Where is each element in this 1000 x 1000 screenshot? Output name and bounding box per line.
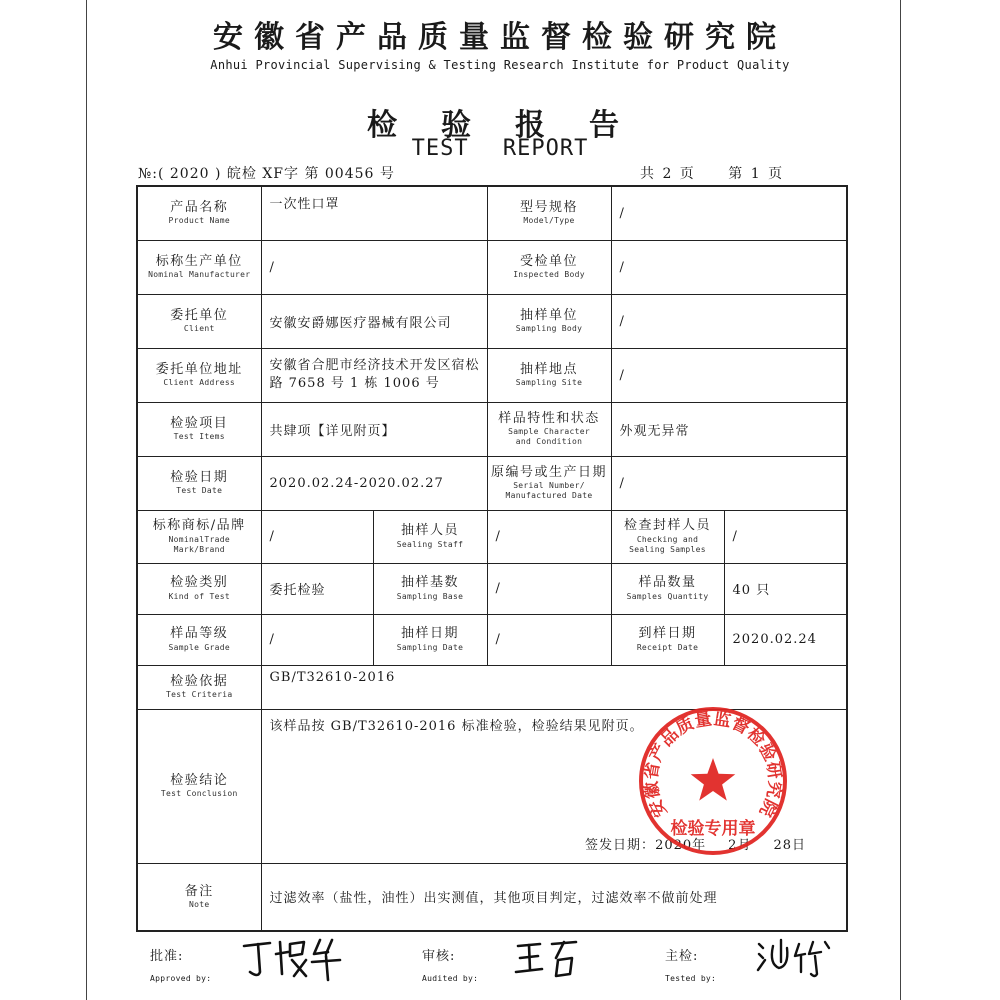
official-seal [638,706,788,856]
table-row [137,294,847,348]
label-model-type: 型号规格 Model/Type [487,186,611,240]
table-row [137,456,847,510]
table-row [137,186,847,240]
label-note: 备注 Note [137,863,261,931]
value-note: 过滤效率（盐性，油性）出实测值，其他项目判定，过滤效率不做前处理 [261,863,847,931]
label-test-criteria: 检验依据 Test Criteria [137,665,261,709]
total-pages: 共 2 页 [640,166,696,182]
label-sealing-staff: 抽样人员 Sealing Staff [373,510,487,563]
value-sealing-staff: / [487,510,611,563]
value-sampling-base: / [487,563,611,614]
value-receipt-date: 2020.02.24 [724,614,847,665]
label-sampling-site: 抽样地点 Sampling Site [487,348,611,402]
value-checking-sealing: / [724,510,847,563]
table-row [137,665,847,709]
approved-signature [240,932,350,982]
value-sampling-body: / [611,294,847,348]
label-checking-sealing: 检查封样人员 Checking and Sealing Samples [611,510,724,563]
value-nominal-manufacturer: / [261,240,487,294]
approved-by: 批准: Approved by: [150,949,212,983]
page-number: 第 1 页 [728,166,785,182]
report-number: №:( 2020 ) 皖检 XF字 第 00456 号 [138,166,395,182]
label-test-date: 检验日期 Test Date [137,456,261,510]
value-serial-number: / [611,456,847,510]
table-row [137,402,847,456]
value-product-name: 一次性口罩 [261,186,487,240]
label-sampling-base: 抽样基数 Sampling Base [373,563,487,614]
conclusion-text: 该样品按 GB/T32610-2016 标准检验，检验结果见附页。 [269,718,644,734]
value-sample-grade: / [261,614,373,665]
table-row [137,240,847,294]
value-sampling-site: / [611,348,847,402]
table-row [137,863,847,931]
label-nominal-manufacturer: 标称生产单位 Nominal Manufacturer [137,240,261,294]
seal-ring-text: 安徽省产品质量监督检验研究院 [641,709,785,821]
institute-name-cn: 安徽省产品质量监督检验研究院 [213,20,787,55]
issue-date: 签发日期：2020年 2月 28日 [585,837,807,853]
label-test-conclusion: 检验结论 Test Conclusion [137,709,261,863]
table-row [137,348,847,402]
tested-by: 主检: Tested by: [665,949,717,983]
seal-bottom-text: 检验专用章 [670,819,756,839]
label-samples-quantity: 样品数量 Samples Quantity [611,563,724,614]
value-test-items: 共肆项【详见附页】 [261,402,487,456]
label-kind-of-test: 检验类别 Kind of Test [137,563,261,614]
value-test-criteria: GB/T32610-2016 [261,665,847,709]
value-sample-condition: 外观无异常 [611,402,847,456]
report-title-cn: 检验报告 [367,108,663,143]
value-model-type: / [611,186,847,240]
value-sampling-date: / [487,614,611,665]
label-sampling-body: 抽样单位 Sampling Body [487,294,611,348]
institute-name-en: Anhui Provincial Supervising & Testing Research Institute for Product Quality [210,58,790,72]
value-samples-quantity: 40 只 [724,563,847,614]
page-info [630,163,784,183]
value-kind-of-test: 委托检验 [261,563,373,614]
label-product-name: 产品名称 Product Name [137,186,261,240]
label-trade-mark: 标称商标/品牌 NominalTrade Mark/Brand [137,510,261,563]
table-row [137,614,847,665]
table-row [137,510,847,563]
label-test-items: 检验项目 Test Items [137,402,261,456]
label-sample-grade: 样品等级 Sample Grade [137,614,261,665]
audited-by: 审核: Audited by: [422,949,479,983]
label-receipt-date: 到样日期 Receipt Date [611,614,724,665]
label-inspected-body: 受检单位 Inspected Body [487,240,611,294]
label-sampling-date: 抽样日期 Sampling Date [373,614,487,665]
label-client-address: 委托单位地址 Client Address [137,348,261,402]
audited-signature [512,936,582,982]
value-test-date: 2020.02.24-2020.02.27 [261,456,487,510]
table-row [137,563,847,614]
label-serial-number: 原编号或生产日期 Serial Number/ Manufactured Date [487,456,611,510]
label-client: 委托单位 Client [137,294,261,348]
seal-star-icon [691,758,736,801]
report-title-en: TEST REPORT [411,136,589,161]
tested-signature [755,934,835,978]
value-inspected-body: / [611,240,847,294]
value-client: 安徽安爵娜医疗器械有限公司 [261,294,487,348]
label-sample-condition: 样品特性和状态 Sample Character and Condition [487,402,611,456]
value-trade-mark: / [261,510,373,563]
value-client-address: 安徽省合肥市经济技术开发区宿松路 7658 号 1 栋 1006 号 [261,348,487,402]
